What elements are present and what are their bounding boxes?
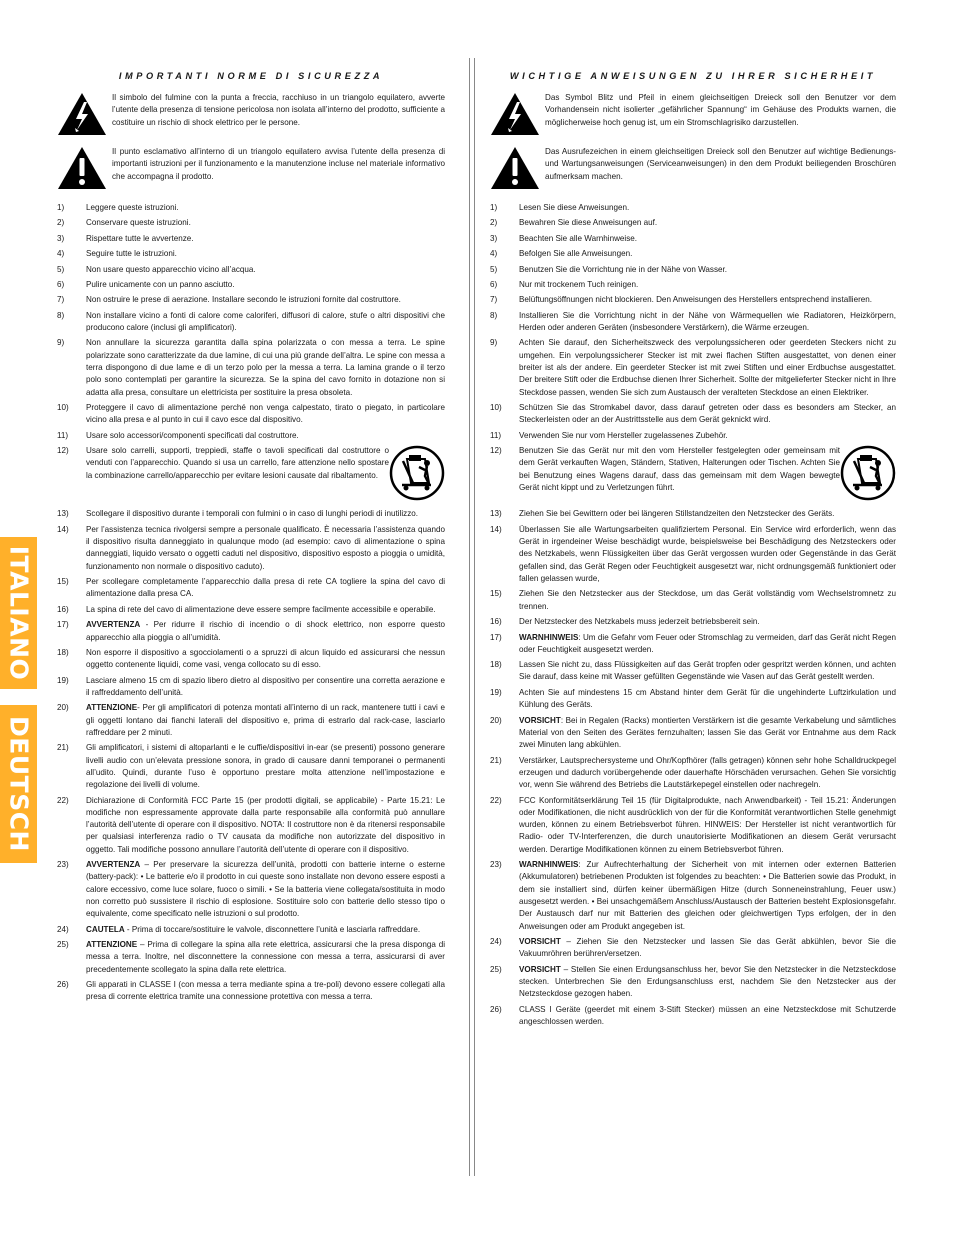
item-body: Achten Sie auf mindestens 15 cm Abstand hinter dem Gerät für die ungehinderte Luftzirkulation und Kühlung des Geräts. <box>519 687 896 710</box>
item-body: Non installare vicino a fonti di calore come caloriferi, diffusori di calore, stufe o altri dispositivi che producono calore (inclusi gli amplificatori). <box>86 310 445 333</box>
cart-warning-icon <box>389 445 445 505</box>
item-body: - Per ridurre il rischio di incendio o di shock elettrico, non esporre questo apparecchio alla pioggia o all’umidità. <box>86 620 445 642</box>
item-body: Lesen Sie diese Anweisungen. <box>519 202 630 212</box>
item-body: : Bei in Regalen (Racks) montierten Verstärkern ist die gesamte Verkabelung und sämtliches Material von den Seiten des Gerätes fernzuhalten; lassen Sie das Gerät vor Entnahme aus dem Rack zwei Minuten lang abkühlen. <box>519 715 896 750</box>
item-text <box>519 687 896 712</box>
item-body: Verstärker, Lautsprechersysteme und Ohr/Kopfhörer (falls getragen) können sehr hohe Schalldruckpegel erzeugen und dadurch vorübergehende oder dauerhafte Hörschäden verursachen. Gehen Sie vorsichtig vor, wenn Sie während des Betriebs die Lautstärkepegel einstellen oder nachregeln. <box>519 755 896 790</box>
item-lead: CAUTELA <box>86 924 125 934</box>
item-body: Belüftungsöffnungen nicht blockieren. Den Anweisungen des Herstellers entsprechend installieren. <box>519 295 873 305</box>
item-body: Benutzen Sie das Gerät nur mit den vom Hersteller festgelegten oder gemeinsam mit dem Gerät verkauften Wagen, Ständern, Stativen, Halterungen oder Tischen. Achten Sie bei Benutzung eines Wagens darauf, dass das gemeinsam mit dem Wagen bewegte Gerät nicht kippt und zu Verletzungen führt. <box>519 446 840 492</box>
list-item <box>490 217 896 229</box>
item-body: Per l’assistenza tecnica rivolgersi sempre a personale qualificato. È necessaria l’assistenza quando il dispositivo risulta danneggiato in qualunque modo (ad esempio: cavo di alimentazione o spina danneggiati, liquido versato o oggetti caduti nel dispositivo, dispositivo esposto a pioggia o umidità, funzionamento non normale o dispositivo caduto). <box>86 524 445 571</box>
item-body: Benutzen Sie die Vorrichtung nie in der Nähe von Wasser. <box>519 264 728 274</box>
lightning-triangle-icon <box>490 92 540 136</box>
item-body: Verwenden Sie nur vom Hersteller zugelassenes Zubehör. <box>519 430 728 440</box>
item-number: 20) <box>57 703 69 713</box>
item-text <box>86 979 445 1004</box>
item-body: Seguire tutte le istruzioni. <box>86 249 177 259</box>
tab-italiano-label: ITALIANO <box>4 545 33 681</box>
item-number: 6) <box>490 279 498 289</box>
item-text <box>86 675 445 700</box>
item-number: 5) <box>57 264 65 274</box>
item-number: 14) <box>57 524 69 534</box>
item-text <box>519 755 896 792</box>
item-number: 7) <box>490 295 498 305</box>
german-exclamation-warning <box>490 146 896 190</box>
list-item <box>57 294 445 306</box>
item-number: 2) <box>57 218 65 228</box>
item-text <box>86 742 445 791</box>
item-body: Non annullare la sicurezza garantita dalla spina polarizzata o con messa a terra. Le spine polarizzate sono caratterizzate da due lamine, di cui una più grande dell’altra. Le spine con messa a terra dispongono di due lame e di un terzo polo per la messa a terra. La lamina grande o il terzo polo sono contemplati per garantire la sicurezza. Se la spina del cavo fornito in dotazione non si adatta alla presa, consultare un elettricista per sostituire la presa obsoleta. <box>86 338 445 397</box>
list-item <box>490 659 896 684</box>
item-lead: WARNHINWEIS <box>519 632 579 642</box>
item-number: 13) <box>57 509 69 519</box>
list-item <box>57 604 445 616</box>
item-body: Installieren Sie die Vorrichtung nicht in der Nähe von Wärmequellen wie Radiatoren, Heizkörpern, Herden oder anderen Geräten (insbesondere Verstärkern), die Wärme erzeugen. <box>519 310 896 333</box>
item-number: 22) <box>490 795 502 805</box>
list-item <box>490 859 896 933</box>
item-number: 16) <box>490 617 502 627</box>
german-instructions-list <box>490 202 896 1028</box>
item-number: 20) <box>490 715 502 725</box>
item-number: 11) <box>490 430 502 440</box>
list-item <box>57 859 445 920</box>
list-item <box>57 702 445 739</box>
item-text <box>86 279 445 291</box>
italian-column <box>57 70 445 1007</box>
list-item <box>57 264 445 276</box>
item-body: Rispettare tutte le avvertenze. <box>86 233 194 243</box>
item-text <box>519 233 896 245</box>
item-number: 18) <box>490 660 502 670</box>
item-number: 24) <box>490 936 502 946</box>
item-text <box>86 859 445 920</box>
item-body: Non esporre il dispositivo a sgocciolamenti o a spruzzi di alcun liquido ed assicurarsi che nessun oggetto contenente liquidi, come vasi, venga collocato su di esso. <box>86 647 445 670</box>
item-text <box>519 217 896 229</box>
item-text <box>519 859 896 933</box>
item-number: 4) <box>490 249 498 259</box>
list-item <box>490 402 896 427</box>
item-body: : Um die Gefahr vom Feuer oder Stromschlag zu vermeiden, darf das Gerät nicht Regen oder Feuchtigkeit ausgesetzt werden. <box>519 632 896 654</box>
item-text <box>86 939 445 976</box>
item-text <box>86 445 389 505</box>
item-number: 25) <box>490 964 502 974</box>
item-body: Per scollegare completamente l’apparecchio dalla presa di rete CA togliere la spina del cavo di alimentazione dalla presa CA. <box>86 577 445 599</box>
list-item <box>57 924 445 936</box>
item-body: Lassen Sie nicht zu, dass Flüssigkeiten auf das Gerät tropfen oder gespritzt werden können, und achten Sie darauf, dass keine mit Wasser gefüllten Gegenstände wie Vasen auf das Gerät gestellt werden. <box>519 660 896 682</box>
item-text <box>519 616 896 628</box>
item-text <box>519 1004 896 1029</box>
list-item <box>57 576 445 601</box>
item-text <box>86 795 445 856</box>
item-body: Non ostruire le prese di aerazione. Installare secondo le istruzioni fornite dal costruttore. <box>86 295 401 305</box>
item-text <box>519 337 896 398</box>
item-number: 8) <box>490 310 498 320</box>
item-text <box>86 202 445 214</box>
item-body: – Stellen Sie einen Erdungsanschluss her, bevor Sie den Netzstecker in die Netzsteckdose stecken. Unterbrechen Sie den Erdungsanschluss erst, nachdem Sie den Netzstecker aus der Netzsteckdose gezogen haben. <box>519 964 896 999</box>
item-number: 6) <box>57 279 65 289</box>
list-item <box>57 795 445 856</box>
item-text <box>86 924 445 936</box>
item-number: 14) <box>490 524 502 534</box>
item-text <box>86 310 445 335</box>
list-item <box>57 430 445 442</box>
item-body: Achten Sie darauf, den Sicherheitszweck des verpolungssicheren oder geerdeten Steckers nicht zu umgehen. Ein verpolungssicherer Stecker ist mit zwei flachen Stiften ausgestattet, von denen einer breiter ist als der andere. Ein geerdeter Stecker ist mit zwei Stiften und einer Erdbuchse ausgestattet. Der breitere Stift oder die Erdbuchse dienen Ihrer Sicherheit. Sollte der mitgelieferter Stecker nicht in Ihre Steckdose passen, wenden Sie sich zum Austausch der veralteten Steckdose an einen Elektriker. <box>519 338 896 397</box>
item-number: 18) <box>57 647 69 657</box>
item-body: Non usare questo apparecchio vicino all’acqua. <box>86 264 256 274</box>
list-item <box>490 1004 896 1029</box>
list-item <box>57 647 445 672</box>
list-item <box>57 939 445 976</box>
item-body: Ziehen Sie den Netzstecker aus der Steckdose, um das Gerät vollständig vom Wechselstromnetz zu trennen. <box>519 589 896 611</box>
list-item <box>490 795 896 856</box>
list-item <box>57 337 445 398</box>
list-item <box>57 248 445 260</box>
item-body: Der Netzstecker des Netzkabels muss jederzeit betriebsbereit sein. <box>519 617 760 627</box>
item-number: 23) <box>490 860 502 870</box>
item-body: Bewahren Sie diese Anweisungen auf. <box>519 218 658 228</box>
item-body: – Prima di collegare la spina alla rete elettrica, assicurarsi che la presa disponga di messa a terra. Inoltre, nel disconnettere la connessione con messa a terra, assicurarsi di aver precedentemente scollegato la spina dalla rete elettrica. <box>86 940 445 974</box>
item-number: 12) <box>57 446 69 456</box>
item-text <box>86 233 445 245</box>
item-text <box>86 248 445 260</box>
item-number: 3) <box>490 233 498 243</box>
item-text <box>519 588 896 613</box>
item-number: 17) <box>57 620 69 630</box>
item-text <box>86 508 445 520</box>
list-item <box>57 279 445 291</box>
list-item <box>490 337 896 398</box>
item-text <box>86 402 445 427</box>
item-body: Usare solo accessori/componenti specificati dal costruttore. <box>86 430 299 440</box>
german-title: WICHTIGE ANWEISUNGEN ZU IHRER SICHERHEIT <box>509 71 877 81</box>
list-item <box>490 279 896 291</box>
list-item <box>57 217 445 229</box>
list-item <box>57 742 445 791</box>
item-text <box>519 524 896 585</box>
item-body: Nur mit trockenem Tuch reinigen. <box>519 279 639 289</box>
item-number: 3) <box>57 233 65 243</box>
item-number: 1) <box>490 202 498 212</box>
item-number: 7) <box>57 295 65 305</box>
exclamation-triangle-icon <box>57 146 107 190</box>
list-item <box>490 310 896 335</box>
item-lead: VORSICHT <box>519 715 561 725</box>
item-number: 17) <box>490 632 502 642</box>
list-item <box>57 508 445 520</box>
item-body: La spina di rete del cavo di alimentazione deve essere sempre facilmente accessibile e operabile. <box>86 604 436 614</box>
item-number: 15) <box>57 577 69 587</box>
item-text <box>519 310 896 335</box>
item-text <box>519 795 896 856</box>
exclamation-triangle-icon <box>490 146 540 190</box>
list-item <box>57 619 445 644</box>
item-text <box>519 430 896 442</box>
item-number: 26) <box>57 980 69 990</box>
list-item <box>490 616 896 628</box>
item-number: 9) <box>490 338 498 348</box>
italian-exclamation-warning <box>57 146 445 190</box>
item-number: 24) <box>57 924 69 934</box>
list-item <box>490 964 896 1001</box>
list-item <box>490 755 896 792</box>
tab-deutsch <box>0 705 37 863</box>
item-lead: ATTENZIONE <box>86 703 138 713</box>
item-number: 21) <box>490 755 502 765</box>
list-item <box>490 445 896 505</box>
list-item <box>57 402 445 427</box>
item-text <box>86 619 445 644</box>
item-text <box>86 524 445 573</box>
item-body: Ziehen Sie bei Gewittern oder bei längeren Stillstandzeiten den Netzstecker des Geräts. <box>519 509 835 519</box>
item-number: 10) <box>490 402 502 412</box>
german-lightning-text: Das Symbol Blitz und Pfeil in einem gleichseitigen Dreieck soll den Benutzer vor dem Vorhandensein nicht isolierter „gefährlicher Spannung“ im Gehäuse des Produkts warnen, die möglicherweise hoch genug ist, um ein Stromschlagrisiko darzustellen. <box>545 92 896 127</box>
item-text <box>519 659 896 684</box>
item-body: Conservare queste istruzioni. <box>86 218 191 228</box>
item-text <box>519 632 896 657</box>
item-text <box>86 576 445 601</box>
item-text <box>519 294 896 306</box>
list-item <box>57 310 445 335</box>
item-body: - Per gli amplificatori di potenza montati all’interno di un rack, mantenere tutti i cavi e gli oggetti lontano dai fianchi laterali del dispositivo e, prima di estrarlo dal rack-case, lasciarlo raffreddare per 2 minuti. <box>86 703 445 737</box>
item-body: Gli apparati in CLASSE I (con messa a terra mediante spina a tre-poli) devono essere collegati alla presa di corrente elettrica tramite una connessione protettiva con messa a terra. <box>86 980 445 1002</box>
list-item <box>490 524 896 585</box>
list-item <box>490 687 896 712</box>
item-body: Lasciare almeno 15 cm di spazio libero dietro al dispositivo per consentire una corretta aerazione e il raffreddamento dell’unità. <box>86 675 445 697</box>
item-body: Beachten Sie alle Warnhinweise. <box>519 233 638 243</box>
list-item <box>490 715 896 752</box>
german-lightning-warning <box>490 92 896 136</box>
item-number: 13) <box>490 509 502 519</box>
item-body: Überlassen Sie alle Wartungsarbeiten qualifiziertem Personal. Ein Service wird erforderlich, wenn das Gerät in irgendeiner Weise beschädigt wurde, beispielsweise bei Beschädigung des Netzsteckers oder des Netzkabels, wenn Flüssigkeiten über das Gerät vergossen wurden oder Gegenstände in das Gerät gefallen sind, das Gerät Regen oder Feuchtigkeit ausgesetzt war, nicht ordnungsgemäß funktioniert oder fallen gelassen wurde, <box>519 524 896 584</box>
item-body: Scollegare il dispositivo durante i temporali con fulmini o in caso di lunghi periodi di inutilizzo. <box>86 509 419 519</box>
list-item <box>490 233 896 245</box>
list-item <box>57 675 445 700</box>
item-number: 19) <box>57 675 69 685</box>
item-body: – Per preservare la sicurezza dell’unità, prodotti con batterie interne o esterne (battery-pack): • Le batterie e/o il prodotto in cui queste sono installate non devono essere esposti a calore eccessivo, come luce solare, fuoco o simili. • Se la batteria viene collegata/sostituita in modo non corretto può sussistere il rischio di esplosione. Sostituire solo con batterie dello stesso tipo o equivalente, come specificato nelle istruzioni o sul prodotto. <box>86 860 445 919</box>
item-number: 23) <box>57 860 69 870</box>
item-lead: ATTENZIONE <box>86 940 138 950</box>
item-body: Befolgen Sie alle Anweisungen. <box>519 249 633 259</box>
italian-instructions-list <box>57 202 445 1004</box>
item-number: 1) <box>57 202 65 212</box>
italian-lightning-text: Il simbolo del fulmine con la punta a freccia, racchiuso in un triangolo equilatero, avverte l’utente della presenza di tensione pericolosa non isolata all’interno del prodotto, sufficiente a costituire un rischio di shock elettrico per le persone. <box>112 92 445 127</box>
item-lead: VORSICHT <box>519 964 561 974</box>
item-number: 9) <box>57 338 65 348</box>
item-body: Dichiarazione di Conformità FCC Parte 15 (per prodotti digitali, se applicabile) - Parte 15.21: Le modifiche non espressamente approvate dalla parte responsabile alla conformità può annullare l’autorità dell’utente di operare con il dispositivo. NOTA: Il costruttore non è da ritenersi responsabile per qualsiasi interferenza radio o TV causata da modifiche non autorizzate del dispositivo in oggetto. Tali modifiche possono annullare l’autorità dell’utente di operare con il dispositivo. <box>86 795 445 854</box>
item-body: Proteggere il cavo di alimentazione perché non venga calpestato, tirato o piegato, in particolare vicino alla presa e al punto in cui il cavo esce dal dispositivo. <box>86 402 445 425</box>
list-item <box>490 264 896 276</box>
list-item <box>490 248 896 260</box>
list-item <box>490 430 896 442</box>
item-number: 22) <box>57 795 69 805</box>
list-item <box>490 202 896 214</box>
tab-deutsch-label: DEUTSCH <box>4 716 33 852</box>
item-body: Usare solo carrelli, supporti, treppiedi, staffe o tavoli specificati dal costruttore o venduti con l’apparecchio. Quando si usa un carrello, fare attenzione nello spostare la combinazione carrello/apparecchio per evitare lesioni causate dal ribaltamento. <box>86 446 389 480</box>
item-text <box>86 217 445 229</box>
item-number: 8) <box>57 310 65 320</box>
item-text <box>519 279 896 291</box>
item-lead: AVVERTENZA <box>86 620 141 630</box>
item-number: 19) <box>490 687 502 697</box>
item-number: 16) <box>57 604 69 614</box>
italian-lightning-warning <box>57 92 445 136</box>
item-text <box>86 604 445 616</box>
item-text <box>86 337 445 398</box>
item-text <box>86 430 445 442</box>
item-text <box>519 402 896 427</box>
item-number: 4) <box>57 249 65 259</box>
item-body: Gli amplificatori, i sistemi di altoparlanti e le cuffie/dispositivi in-ear (se presenti) possono generare livelli audio con un’elevata pressione sonora, in grado di causare danni temporanei o permanenti all’udito. Quindi, durante l’uso è opportuno prestare molta attenzione nell’impostazione e regolazione dei livelli di volume. <box>86 743 445 790</box>
item-body: : Zur Aufrechterhaltung der Sicherheit von mit internen oder externen Batterien (Akkumulatoren) betriebenen Produkten ist folgendes zu beachten: • Die Batterien sowie das Produkt, in dem sie installiert sind, dürfen keiner übermäßigen Hitze (durch Sonneneinstrahlung, Feuer usw.) ausgesetzt werden. • Bei unsachgemäßem Anschluss/Austausch der Batterien besteht Explosionsgefahr. Der Austausch darf nur mit Batterien des gleichen oder gleichwertigen Typs erfolgen, der in den Anweisungen oder am Produkt angegeben ist. <box>519 860 896 931</box>
item-number: 15) <box>490 589 502 599</box>
item-body: Leggere queste istruzioni. <box>86 202 179 212</box>
item-lead: VORSICHT <box>519 936 561 946</box>
item-number: 12) <box>490 446 502 456</box>
list-item <box>57 979 445 1004</box>
item-number: 25) <box>57 940 69 950</box>
item-text <box>86 702 445 739</box>
italian-title: IMPORTANTI NORME DI SICUREZZA <box>118 71 384 81</box>
list-item <box>57 202 445 214</box>
item-number: 2) <box>490 218 498 228</box>
item-body: – Ziehen Sie den Netzstecker und lassen Sie das Gerät abkühlen, bevor Sie die Vakuumröhren berühren/ersetzen. <box>519 936 896 959</box>
item-number: 10) <box>57 402 69 412</box>
german-column <box>490 70 896 1031</box>
column-separator <box>469 58 475 1176</box>
item-text <box>519 964 896 1001</box>
item-number: 26) <box>490 1004 502 1014</box>
italian-exclamation-text: Il punto esclamativo all’interno di un triangolo equilatero avvisa l’utente della presenza di importanti istruzioni per il funzionamento e la manutenzione incluse nel materiale informativo che accompagna il prodotto. <box>112 146 445 181</box>
item-number: 5) <box>490 264 498 274</box>
item-lead: WARNHINWEIS <box>519 860 579 870</box>
list-item <box>57 524 445 573</box>
item-text <box>519 715 896 752</box>
item-text <box>86 264 445 276</box>
item-body: CLASS I Geräte (geerdet mit einem 3-Stift Stecker) müssen an eine Netzsteckdose mit Schutzerde angeschlossen werden. <box>519 1004 896 1026</box>
list-item <box>490 508 896 520</box>
german-exclamation-text: Das Ausrufezeichen in einem gleichseitigen Dreieck soll den Benutzer auf wichtige Bedienungs- und Wartungsanweisungen (Serviceanweisungen) in den dem Produkt beiliegenden Broschüren aufmerksam machen. <box>545 146 896 181</box>
lightning-triangle-icon <box>57 92 107 136</box>
list-item <box>490 588 896 613</box>
list-item <box>490 632 896 657</box>
list-item <box>490 936 896 961</box>
item-text <box>519 202 896 214</box>
list-item <box>57 233 445 245</box>
item-text <box>86 294 445 306</box>
list-item <box>490 294 896 306</box>
item-lead: AVVERTENZA <box>86 860 141 870</box>
list-item <box>57 445 445 505</box>
tab-italiano <box>0 537 37 689</box>
item-body: - Prima di toccare/sostituire le valvole, disconnettere l’unità e lasciarla raffreddare. <box>124 924 421 934</box>
item-body: Pulire unicamente con un panno asciutto. <box>86 279 235 289</box>
item-body: Schützen Sie das Stromkabel davor, dass darauf getreten oder dass es besonders am Stecker, an Steckerleisten oder an der Austrittsstelle aus dem Gerät geknickt wird. <box>519 402 896 425</box>
item-text <box>86 647 445 672</box>
item-text <box>519 445 840 505</box>
item-text <box>519 248 896 260</box>
item-body: FCC Konformitätserklärung Teil 15 (für Digitalprodukte, nach Anwendbarkeit) - Teil 15.21: Änderungen oder Modifikationen, die nicht ausdrücklich von der für die Konformität verantwortlichen Stelle genehmigt wurden, können zu einem Betriebsverbot führen. HINWEIS: Der Hersteller ist nicht verantwortlich für Radio- oder TV-Interferenzen, die durch unautorisierte Modifikationen an diesem Gerät verursacht werden. Derartige Modifikationen können zu einem Betriebsverbot führen. <box>519 795 896 854</box>
item-text <box>519 508 896 520</box>
cart-warning-icon <box>840 445 896 505</box>
item-text <box>519 264 896 276</box>
item-text <box>519 936 896 961</box>
item-number: 21) <box>57 743 69 753</box>
item-number: 11) <box>57 430 69 440</box>
